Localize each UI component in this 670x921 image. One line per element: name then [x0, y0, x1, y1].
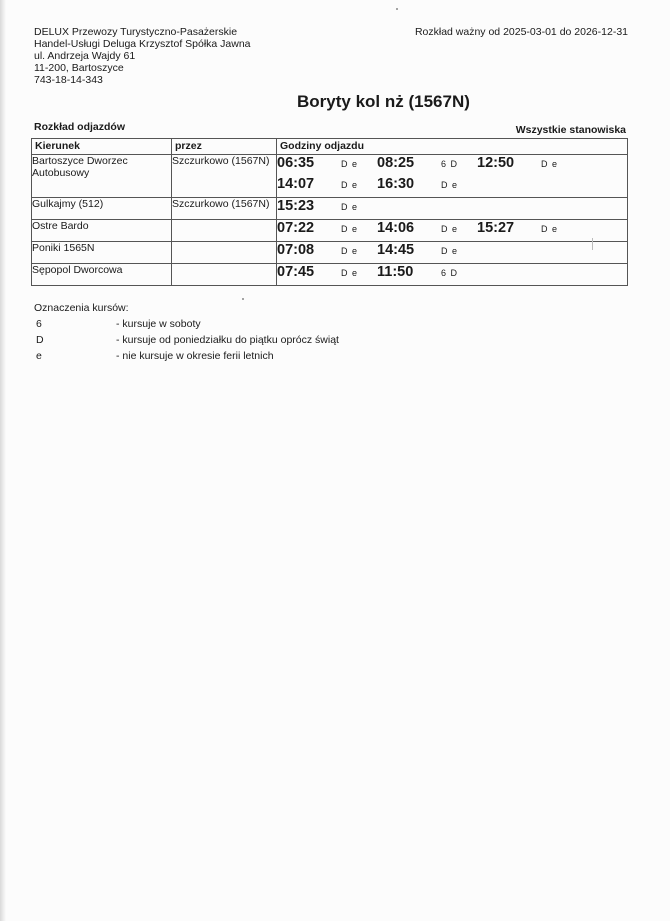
- company-line: 11-200, Bartoszyce: [34, 62, 124, 74]
- departure-time: 12:50: [477, 155, 515, 171]
- direction-cell: Ostre Bardo: [32, 220, 172, 242]
- departure-time: 14:45: [377, 242, 415, 258]
- header-via: przez: [172, 139, 277, 155]
- departure: [477, 155, 577, 171]
- via-cell: Szczurkowo (1567N): [172, 198, 277, 220]
- departure: [277, 220, 377, 236]
- legend-code: e: [36, 350, 42, 362]
- departure-marks: 6 D: [441, 159, 459, 169]
- legend-item: [34, 316, 339, 332]
- direction-cell: Bartoszyce Dworzec Autobusowy: [32, 155, 172, 198]
- table-header-row: [32, 139, 628, 155]
- departure: [377, 220, 477, 236]
- departure-marks: 6 D: [441, 268, 459, 278]
- departure: [377, 264, 477, 280]
- times-cell: [277, 242, 628, 264]
- header-direction: Kierunek: [32, 139, 172, 155]
- departure-time: 14:06: [377, 220, 415, 236]
- departure-marks: D e: [441, 180, 459, 190]
- company-line: Handel-Usługi Deluga Krzysztof Spółka Jawna: [34, 38, 251, 50]
- scan-speck: [242, 298, 244, 300]
- departure-marks: D e: [441, 246, 459, 256]
- direction-cell: Sępopol Dworcowa: [32, 264, 172, 286]
- departure-line: [277, 155, 627, 176]
- legend-code: 6: [36, 318, 42, 330]
- departure-marks: D e: [341, 180, 359, 190]
- via-cell: [172, 220, 277, 242]
- departure-marks: D e: [341, 268, 359, 278]
- departure-line: [277, 198, 627, 219]
- scan-speck: [592, 238, 593, 250]
- departure-marks: D e: [341, 202, 359, 212]
- times-cell: [277, 198, 628, 220]
- company-line: DELUX Przewozy Turystyczno-Pasażerskie: [34, 26, 238, 38]
- departure-time: 15:27: [477, 220, 515, 236]
- direction-cell: Poniki 1565N: [32, 242, 172, 264]
- departure-marks: D e: [341, 224, 359, 234]
- table-row: [32, 220, 628, 242]
- table-row: [32, 264, 628, 286]
- departure-line: [277, 220, 627, 241]
- legend-desc: - kursuje od poniedziałku do piątku oprócz świąt: [116, 334, 339, 346]
- departure: [277, 242, 377, 258]
- times-cell: [277, 155, 628, 198]
- departure-line: [277, 242, 627, 263]
- legend-title: Oznaczenia kursów:: [34, 302, 129, 314]
- company-info: [34, 26, 251, 86]
- departure-time: 08:25: [377, 155, 415, 171]
- legend: [34, 300, 339, 364]
- departure-time: 15:23: [277, 198, 315, 214]
- scan-speck: [396, 8, 398, 10]
- departure: [277, 198, 377, 214]
- table-row: [32, 242, 628, 264]
- departure: [277, 264, 377, 280]
- departure: [377, 155, 477, 171]
- via-cell: [172, 264, 277, 286]
- departure-time: 06:35: [277, 155, 315, 171]
- departure-time: 11:50: [377, 264, 414, 280]
- departure-marks: D e: [541, 224, 559, 234]
- company-line: ul. Andrzeja Wajdy 61: [34, 50, 136, 62]
- departure-time: 14:07: [277, 176, 315, 192]
- departure-marks: D e: [441, 224, 459, 234]
- departure-time: 16:30: [377, 176, 415, 192]
- departure-line: [277, 264, 627, 285]
- header-times: Godziny odjazdu: [277, 139, 628, 155]
- table-row: [32, 155, 628, 198]
- company-line: 743-18-14-343: [34, 74, 103, 86]
- departure-time: 07:08: [277, 242, 315, 258]
- stop-title: Boryty kol nż (1567N): [297, 92, 470, 111]
- legend-desc: - kursuje w soboty: [116, 318, 201, 330]
- departure-time: 07:45: [277, 264, 315, 280]
- via-cell: [172, 242, 277, 264]
- times-cell: [277, 264, 628, 286]
- table-row: [32, 198, 628, 220]
- legend-item: [34, 332, 339, 348]
- direction-cell: Gulkajmy (512): [32, 198, 172, 220]
- via-cell: Szczurkowo (1567N): [172, 155, 277, 198]
- departure-time: 07:22: [277, 220, 315, 236]
- departure: [277, 155, 377, 171]
- departure-marks: D e: [341, 159, 359, 169]
- legend-desc: - nie kursuje w okresie ferii letnich: [116, 350, 274, 362]
- legend-code: D: [36, 334, 44, 346]
- departure: [477, 220, 577, 236]
- departure: [377, 176, 477, 192]
- departure-marks: D e: [341, 246, 359, 256]
- validity-period: Rozkład ważny od 2025-03-01 do 2026-12-31: [414, 26, 628, 38]
- departure-line: [277, 176, 627, 197]
- timetable: [31, 138, 628, 286]
- legend-item: [34, 348, 339, 364]
- departure-marks: D e: [541, 159, 559, 169]
- section-title: Rozkład odjazdów: [34, 121, 126, 133]
- scan-edge-shadow: [0, 0, 6, 921]
- times-cell: [277, 220, 628, 242]
- departure: [377, 242, 477, 258]
- departure: [277, 176, 377, 192]
- all-stations-label: Wszystkie stanowiska: [515, 124, 626, 136]
